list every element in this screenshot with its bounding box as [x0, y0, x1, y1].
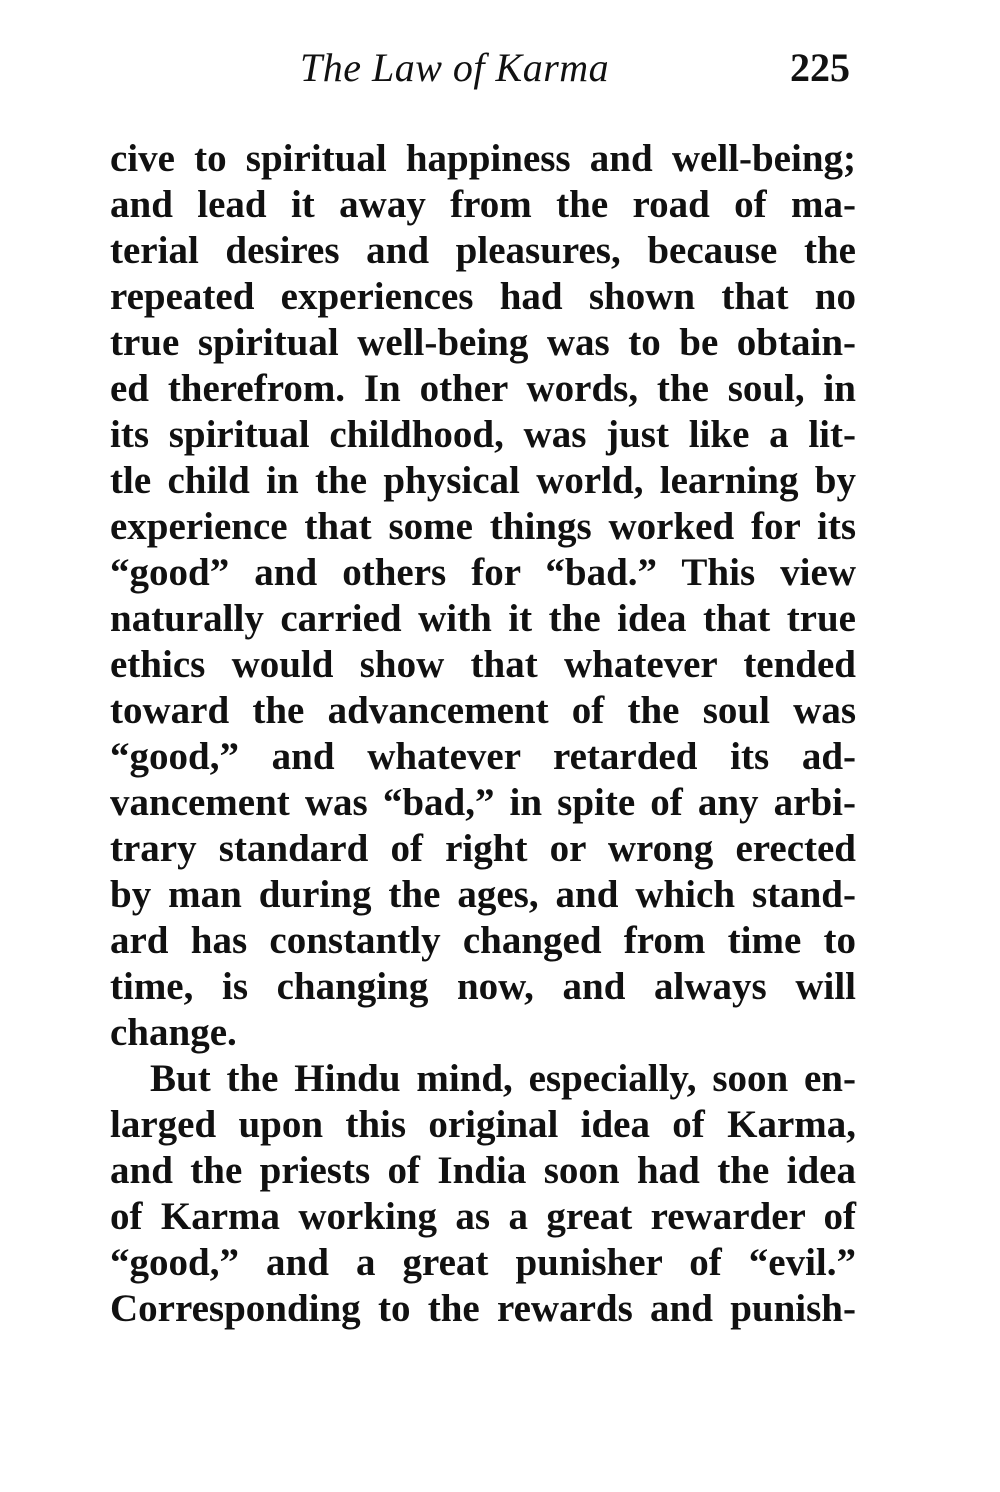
page-number: 225: [790, 45, 850, 90]
text-line: “good,” and whatever retarded its ad-: [110, 735, 856, 778]
running-head: [0, 44, 1000, 104]
text-line: Corresponding to the rewards and punish-: [110, 1287, 856, 1330]
text-line: “good,” and a great punisher of “evil.”: [110, 1241, 856, 1284]
text-line: true spiritual well-being was to be obtain-: [110, 321, 856, 364]
text-line: naturally carried with it the idea that true: [110, 597, 856, 640]
text-line: repeated experiences had shown that no: [110, 275, 856, 318]
text-line: vancement was “bad,” in spite of any arbi-: [110, 781, 856, 824]
text-line: and the priests of India soon had the idea: [110, 1149, 856, 1192]
text-line: But the Hindu mind, especially, soon en-: [150, 1057, 856, 1100]
text-line: ed therefrom. In other words, the soul, in: [110, 367, 856, 410]
text-line: trary standard of right or wrong erected: [110, 827, 856, 870]
text-line: toward the advancement of the soul was: [110, 689, 856, 732]
running-title: The Law of Karma: [300, 45, 610, 90]
text-line: tle child in the physical world, learning by: [110, 459, 856, 502]
text-line: terial desires and pleasures, because the: [110, 229, 856, 272]
text-line: cive to spiritual happiness and well-being;: [110, 137, 856, 180]
text-line: by man during the ages, and which stand-: [110, 873, 856, 916]
text-line: larged upon this original idea of Karma,: [110, 1103, 856, 1146]
body-text: [110, 136, 856, 1332]
text-line: time, is changing now, and always will: [110, 965, 856, 1008]
text-line: of Karma working as a great rewarder of: [110, 1195, 856, 1238]
text-line: ethics would show that whatever tended: [110, 643, 856, 686]
text-line: and lead it away from the road of ma-: [110, 183, 856, 226]
text-line: experience that some things worked for its: [110, 505, 856, 548]
text-line: “good” and others for “bad.” This view: [110, 551, 856, 594]
text-line: change.: [110, 1011, 237, 1054]
text-line: its spiritual childhood, was just like a lit-: [110, 413, 856, 456]
paragraph-2: [110, 1056, 856, 1332]
paragraph-1: [110, 136, 856, 1056]
text-line: ard has constantly changed from time to: [110, 919, 856, 962]
